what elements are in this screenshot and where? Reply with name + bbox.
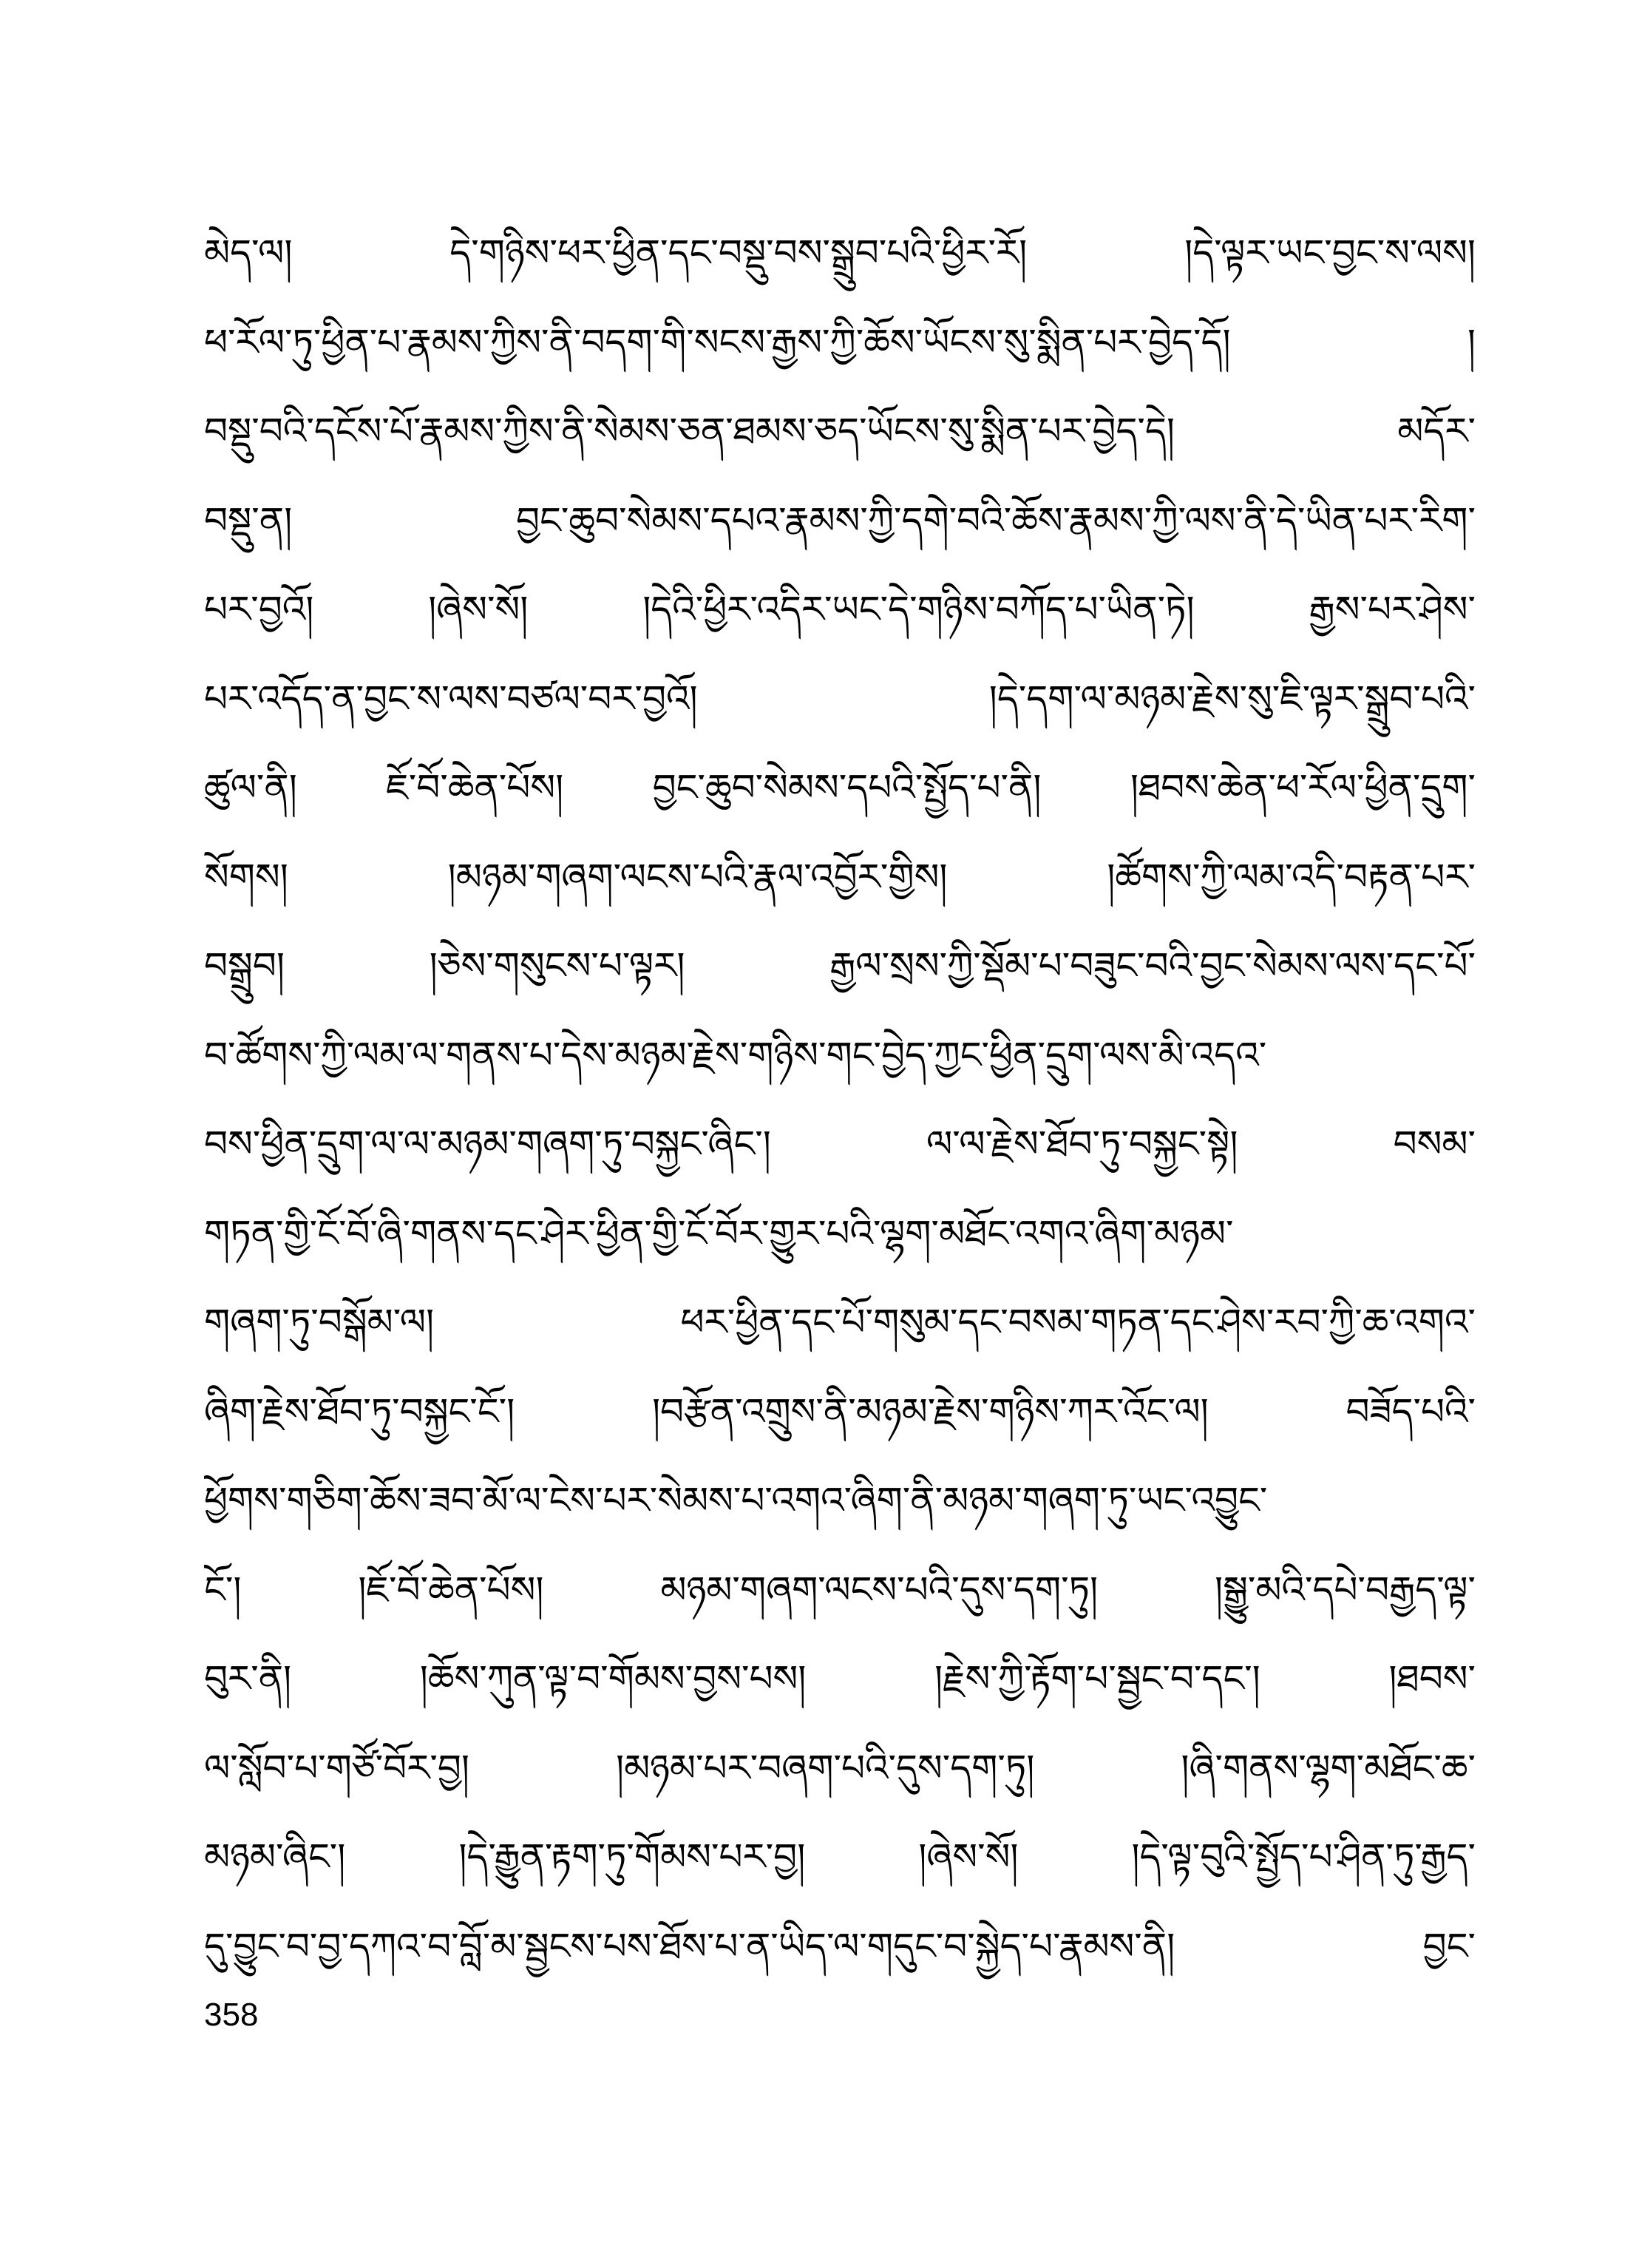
text-line: ངོ་། །ཇོ་བོ་ཆེན་པོས། མཉམ་གཞག་ལངས་པའི་དུས་དག་ཏུ། །སྒྱུ་མའི་དཔེ་བརྒྱད་ལྟ་ xyxy=(204,1568,1476,1611)
text-line: བ་ཚོགས་ཀྱི་ལམ་ལ་གནས་པ་དེས་མཉམ་རྗེས་གཉིས་གང་བྱེད་ཀྱང་ཕྱིན་དྲུག་ལས་མི་འདའ་ xyxy=(204,1033,1267,1077)
text-line: ལ་སློབ་པ་གཙོ་བོར་བྱ། །མཉམ་པར་བཞག་པའི་དུས་དག་ཏུ། །ཞི་གནས་ལྷག་མཐོང་ཆ་ xyxy=(204,1746,1476,1790)
text-line: བས་ཕྱིན་དྲུག་ལ་ལ་མཉམ་གཞག་ཏུ་བསྐྱང་ཞིང་། ལ་ལ་རྗེས་ཐོབ་ཏུ་བསྐྱང་སྟེ། བསམ་ xyxy=(204,1123,1476,1165)
text-line: པར་བྱའོ། །ཞེས་སོ། །དེའི་ཕྱིར་འདིར་ཡང་དེ་གཉིས་བཀོད་པ་ཡིན་ཏེ། རྒྱས་པར་ཤེས་ xyxy=(204,588,1476,631)
text-line: མེད་ལ། དེ་གཉིས་ཕར་ཕྱིན་དང་བསྡུ་བས་སྒྲུབ་པའི་ཕྱིར་རོ། །དེ་ལྟར་ཡང་བྱང་ས་ལས། xyxy=(204,231,1476,274)
tibetan-text-body xyxy=(204,209,1476,1991)
page-number: 358 xyxy=(204,1997,259,2033)
text-line: ཞིག་རྗེས་ཐོབ་ཏུ་བསྐྱང་ངོ་། །བརྩོན་འགྲུས་ནི་མཉམ་རྗེས་གཉིས་ཀར་འོང་ལ། བཟོད་པའི་ xyxy=(204,1389,1476,1433)
text-line: གཏན་གྱི་ངོ་བོ་ཞི་གནས་དང་ཤེར་ཕྱིན་གྱི་ངོ་བོར་གྱུར་པའི་ལྷག་མཐོང་འགའ་ཞིག་མཉམ་ xyxy=(204,1211,1234,1255)
text-line: བུར་ནི། །ཆོས་ཀུན་ལྟ་བ་གོམས་བྱས་པས། །རྗེས་ཀྱི་རྟོག་པ་སྦྱང་བ་དང་། །ཐབས་ xyxy=(204,1657,1476,1700)
text-line: ཕྱོགས་གཅིག་ཆོས་ཟབ་མོ་ལ་ངེས་པར་སེམས་པ་འགའ་ཞིག་ནི་མཉམ་གཞག་ཏུ་ཡང་འབྱུང་ xyxy=(204,1479,1268,1522)
text-line: བསྡུ་བའི་དངོས་པོ་རྣམས་ཀྱིས་ནི་སེམས་ཅན་ཐམས་ཅད་ཡོངས་སུ་སྨིན་པར་བྱེད་དེ། མདོར་ xyxy=(204,410,1476,453)
text-line: ཚུལ་ནི། ཇོ་བོ་ཆེན་པོས། བྱང་ཆུབ་སེམས་དཔའི་སྤྱོད་པ་ནི། །ཐབས་ཆེན་ཕ་རོལ་ཕྱིན་དྲུག་ xyxy=(204,766,1476,809)
text-line: བསྒྲུབ། །ཅེས་གསུངས་པ་ལྟར། རྒྱལ་སྲས་ཀྱི་སྡོམ་པ་བཟུང་བའི་བྱང་སེམས་ལས་དང་པོ་ xyxy=(204,944,1476,987)
text-line: ཕ་རོལ་ཏུ་ཕྱིན་པ་རྣམས་ཀྱིས་ནི་བདག་གི་སངས་རྒྱས་ཀྱི་ཆོས་ཡོངས་སུ་སྨིན་པར་བྱེད་དོ། ། xyxy=(204,320,1476,364)
text-line: མཉམ་ཞིང་། །དེ་རྒྱུན་རྟག་ཏུ་གོམས་པར་བྱ། །ཞེས་སོ། །དེ་ལྟ་བུའི་སྤྱོད་པ་ཤིན་ཏུ་རྒྱད་ xyxy=(204,1835,1476,1878)
text-line: སོགས། །མཉམ་གཞག་ལངས་པའི་རྣལ་འབྱོར་གྱིས། །ཚོགས་ཀྱི་ལམ་འདི་བརྟན་པར་ xyxy=(204,855,1476,898)
text-line: བསྡུ་ན། བྱང་ཆུབ་སེམས་དཔའ་རྣམས་ཀྱི་དགེ་བའི་ཆོས་རྣམས་ཀྱི་ལས་ནི་དེ་ཡིན་པར་རིག་ xyxy=(204,498,1476,542)
text-line: དུ་བྱུང་བ་བྱ་དཀའ་བ་བློ་མ་སྦྱངས་པས་ཐོས་པ་ན་ཡིད་ལ་གདུང་བ་སྐྱེད་པ་རྣམས་ནི། བྱང་ xyxy=(204,1924,1476,1968)
text-line: གཞག་ཏུ་བསྒོམ་ལ། ཕར་ཕྱིན་དང་པོ་གསུམ་དང་བསམ་གཏན་དང་ཤེས་རབ་ཀྱི་ཆ་འགའ་ xyxy=(204,1301,1476,1344)
text-line: པར་འདོད་ན་བྱང་ས་ལས་བཙལ་བར་བྱའོ། །དེ་དག་ལ་མཉམ་རྗེས་སུ་ཇི་ལྟར་སྒྲུབ་པའི་ xyxy=(204,677,1476,720)
